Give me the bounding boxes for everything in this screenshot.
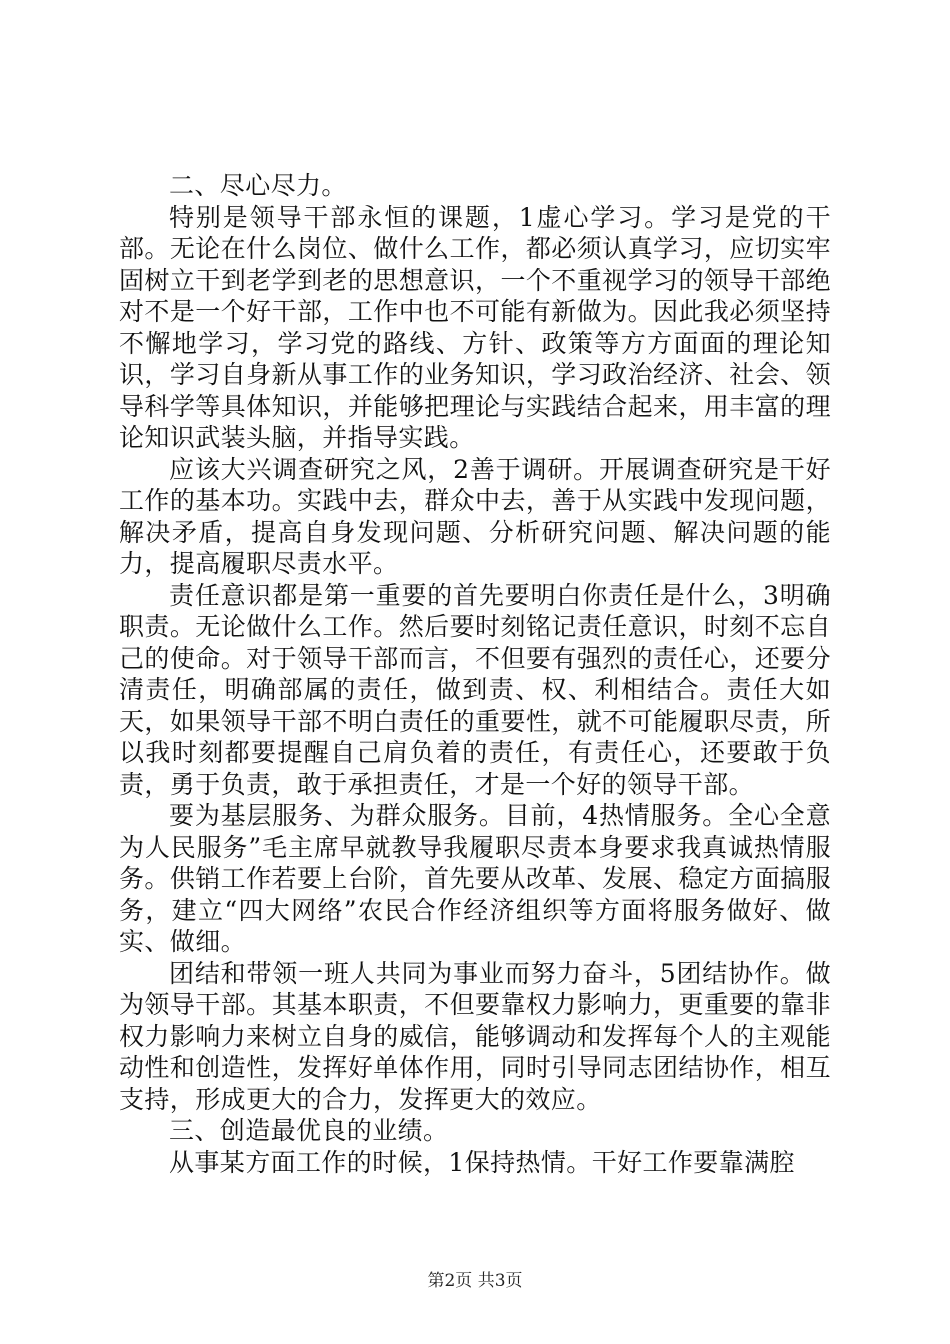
paragraph-research: 应该大兴调查研究之风，2善于调研。开展调查研究是干好工作的基本功。实践中去，群众中去，善于从实践中发现问题，解决矛盾，提高自身发现问题、分析研究问题、解决问题的能力，提高履职尽责水平。 (119, 454, 831, 578)
page-footer: 第2页 共3页 (427, 1271, 523, 1291)
paragraph-responsibility: 责任意识都是第一重要的首先要明白你责任是什么，3明确职责。无论做什么工作。然后要时刻铭记责任意识，时刻不忘自己的使命。对于领导干部而言，不但要有强烈的责任心，还要分清责任，明确部属的责任，做到责、权、利相结合。责任大如天，如果领导干部不明白责任的重要性，就不可能履职尽责，所以我时刻都要提醒自己肩负着的责任，有责任心，还要敢于负责，勇于负责，敢于承担责任，才是一个好的领导干部。 (119, 580, 831, 799)
document-body (119, 170, 831, 1178)
paragraph-service: 要为基层服务、为群众服务。目前，4热情服务。全心全意为人民服务”毛主席早就教导我履职尽责本身要求我真诚热情服务。供销工作若要上台阶，首先要从改革、发展、稳定方面搞服务，建立“四大网络”农民合作经济组织等方面将服务做好、做实、做细。 (119, 801, 831, 956)
paragraph-teamwork: 团结和带领一班人共同为事业而努力奋斗，5团结协作。做为领导干部。其基本职责，不但要靠权力影响力，更重要的靠非权力影响力来树立自身的威信，能够调动和发挥每个人的主观能动性和创造性，发挥好单体作用，同时引导同志团结协作，相互支持，形成更大的合力，发挥更大的效应。 (119, 958, 831, 1114)
paragraph-study: 特别是领导干部永恒的课题，1虚心学习。学习是党的干部。无论在什么岗位、做什么工作，都必须认真学习，应切实牢固树立干到老学到老的思想意识，一个不重视学习的领导干部绝对不是一个好干部，工作中也不可能有新做为。因此我必须坚持不懈地学习，学习党的路线、方针、政策等方方面面的理论知识，学习自身新从事工作的业务知识，学习政治经济、社会、领导科学等具体知识，并能够把理论与实践结合起来，用丰富的理论知识武装头脑，并指导实践。 (119, 202, 831, 452)
section-heading-2: 二、尽心尽力。 (169, 171, 347, 200)
paragraph-enthusiasm: 从事某方面工作的时候，1保持热情。干好工作要靠满腔 (169, 1147, 795, 1177)
section-heading-3: 三、创造最优良的业绩。 (169, 1116, 449, 1145)
